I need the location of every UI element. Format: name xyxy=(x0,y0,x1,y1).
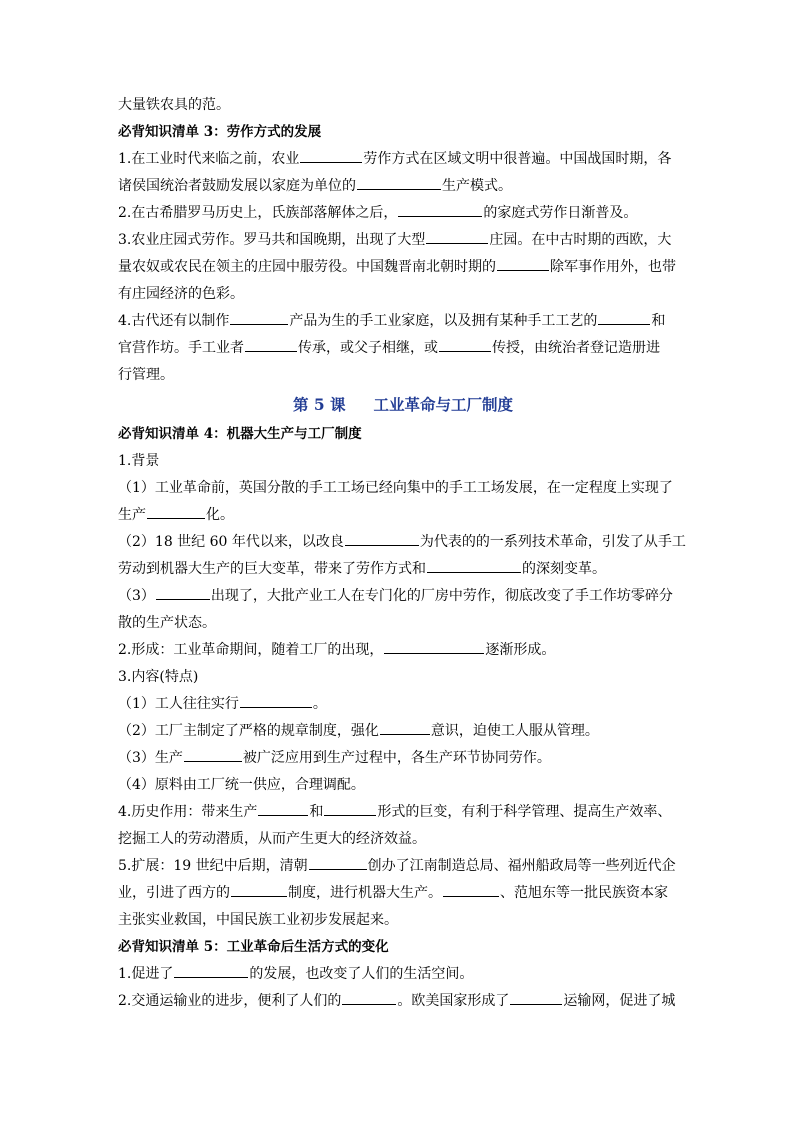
text-line: 2.交通运输业的进步，便利了人们的 。欧美国家形成了 运输网，促进了城 xyxy=(118,988,688,1015)
lesson-heading: 第 5 课 工业革命与工厂制度 xyxy=(292,395,514,414)
document-body xyxy=(118,92,688,1015)
section-title: 必背知识清单 5：工业革命后生活方式的变化 xyxy=(118,939,389,955)
text-line: 1.背景 xyxy=(118,453,160,469)
text-line: （2）18 世纪 60 年代以来，以改良 为代表的的一系列技术革命，引发了从手工 xyxy=(118,529,688,556)
fill-blank[interactable] xyxy=(184,746,242,762)
fill-blank[interactable] xyxy=(245,336,297,352)
text-line: 有庄园经济的色彩。 xyxy=(118,286,244,302)
fill-blank[interactable] xyxy=(497,255,549,271)
fill-blank[interactable] xyxy=(384,638,484,654)
fill-blank[interactable] xyxy=(439,336,491,352)
section-title: 必背知识清单 4：机器大生产与工厂制度 xyxy=(118,426,362,442)
fill-blank[interactable] xyxy=(258,800,308,816)
text-line: （1）工业革命前，英国分散的手工工场已经向集中的手工工场发展，在一定程度上实现了 xyxy=(118,480,673,496)
text-line: （1）工人往往实行 。 xyxy=(118,691,688,718)
fill-blank[interactable] xyxy=(345,530,419,546)
fill-blank[interactable] xyxy=(427,557,521,573)
fill-blank[interactable] xyxy=(231,881,287,897)
fill-blank[interactable] xyxy=(380,719,430,735)
text-line: 散的生产状态。 xyxy=(118,615,216,631)
fill-blank[interactable] xyxy=(398,201,482,217)
text-line: 行管理。 xyxy=(118,367,174,383)
text-line: 大量铁农具的范。 xyxy=(118,97,230,113)
text-line: 挖掘工人的劳动潜质，从而产生更大的经济效益。 xyxy=(118,831,426,847)
section-title: 必背知识清单 3：劳作方式的发展 xyxy=(118,124,322,140)
fill-blank[interactable] xyxy=(309,854,367,870)
text-line: 2.在古希腊罗马历史上，氏族部落解体之后， 的家庭式劳作日渐普及。 xyxy=(118,200,688,227)
fill-blank[interactable] xyxy=(357,174,441,190)
text-line: 3.农业庄园式劳作。罗马共和国晚期，出现了大型 庄园。在中古时期的西欧，大 xyxy=(118,227,688,254)
text-line: 劳动到机器大生产的巨大变革，带来了劳作方式和 的深刻变革。 xyxy=(118,556,688,583)
text-line: 量农奴或农民在领主的庄园中服劳役。中国魏晋南北朝时期的 除军事作用外，也带 xyxy=(118,254,688,281)
fill-blank[interactable] xyxy=(147,503,205,519)
fill-blank[interactable] xyxy=(426,228,488,244)
fill-blank[interactable] xyxy=(300,147,362,163)
text-line: 诸侯国统治者鼓励发展以家庭为单位的 生产模式。 xyxy=(118,173,688,200)
fill-blank[interactable] xyxy=(342,989,396,1005)
text-line: 生产 化。 xyxy=(118,502,688,529)
text-line: （2）工厂主制定了严格的规章制度，强化 意识，迫使工人服从管理。 xyxy=(118,718,688,745)
fill-blank[interactable] xyxy=(324,800,376,816)
text-line: 官营作坊。手工业者 传承，或父子相继，或 传授，由统治者登记造册进 xyxy=(118,335,688,362)
fill-blank[interactable] xyxy=(230,309,288,325)
text-line: 3.内容(特点) xyxy=(118,669,199,685)
fill-blank[interactable] xyxy=(174,962,248,978)
text-line: 1.促进了 的发展，也改变了人们的生活空间。 xyxy=(118,961,688,988)
text-line: 4.古代还有以制作 产品为生的手工业家庭，以及拥有某种手工工艺的 和 xyxy=(118,308,688,335)
fill-blank[interactable] xyxy=(240,692,312,708)
text-line: （3）生产 被广泛应用到生产过程中，各生产环节协同劳作。 xyxy=(118,745,688,772)
text-line: 1.在工业时代来临之前，农业 劳作方式在区域文明中很普遍。中国战国时期，各 xyxy=(118,146,688,173)
text-line: 5.扩展：19 世纪中后期，清朝 创办了江南制造总局、福州船政局等一些列近代企 xyxy=(118,853,688,880)
text-line: 2.形成：工业革命期间，随着工厂的出现， 逐渐形成。 xyxy=(118,637,688,664)
fill-blank[interactable] xyxy=(156,584,210,600)
fill-blank[interactable] xyxy=(510,989,562,1005)
text-line: （4）原料由工厂统一供应，合理调配。 xyxy=(118,777,365,793)
text-line: （3） 出现了，大批产业工人在专门化的厂房中劳作，彻底改变了手工作坊零碎分 xyxy=(118,583,688,610)
fill-blank[interactable] xyxy=(598,309,650,325)
text-line: 4.历史作用：带来生产 和 形式的巨变，有利于科学管理、提高生产效率、 xyxy=(118,799,688,826)
text-line: 业，引进了西方的 制度，进行机器大生产。 、范旭东等一批民族资本家 xyxy=(118,880,688,907)
text-line: 主张实业救国，中国民族工业初步发展起来。 xyxy=(118,912,398,928)
fill-blank[interactable] xyxy=(443,881,499,897)
